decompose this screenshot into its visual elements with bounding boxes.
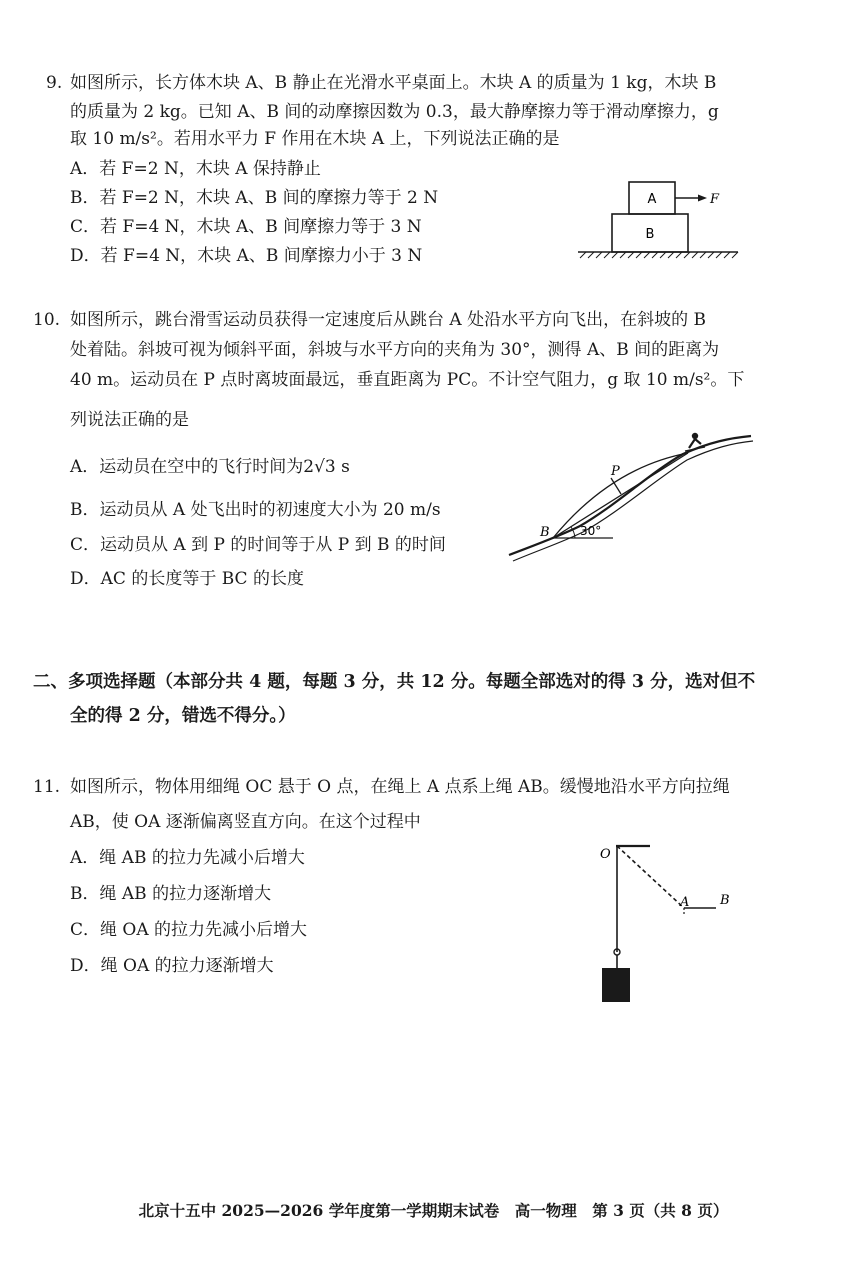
question-10-option-b: B．运动员从 A 处飞出时的初速度大小为 20 m/s [70,500,441,520]
question-10-figure [505,428,755,568]
point-a-label: A [680,895,690,910]
question-10-stem-line-2: 处着陆。斜坡可视为倾斜平面，斜坡与水平方向的夹角为 30°，测得 A、B 间的距离为 [70,340,720,360]
question-11-option-a: A．绳 AB 的拉力先减小后增大 [70,848,305,868]
question-10-stem-line-1: 如图所示，跳台滑雪运动员获得一定速度后从跳台 A 处沿水平方向飞出，在斜坡的 B [70,310,706,330]
question-10-stem-line-3: 40 m。运动员在 P 点时离坡面最远，垂直距离为 PC。不计空气阻力，g 取 10 m/s²。下 [70,370,745,390]
slope-surface [513,441,753,561]
question-11-figure [596,840,736,1010]
question-9-option-b: B．若 F=2 N，木块 A、B 间的摩擦力等于 2 N [70,188,439,208]
page-footer: 北京十五中 2025—2026 学年度第一学期期末试卷 高一物理 第 3 页（共 8 页） [138,1201,729,1220]
question-9-option-c: C．若 F=4 N，木块 A、B 间摩擦力等于 3 N [70,217,422,237]
section-2-title-line-1: 二、多项选择题（本部分共 4 题，每题 3 分，共 12 分。每题全部选对的得 3 分，选对但不 [33,672,756,692]
hanging-object [602,968,630,1002]
point-b-label: B [720,893,730,908]
force-label: F [710,192,720,207]
point-p-label: P [611,464,620,479]
question-10-number: 10. [33,310,61,330]
question-11-stem-line-1: 如图所示，物体用细绳 OC 悬于 O 点，在绳上 A 点系上绳 AB。缓慢地沿水平方向拉绳 [70,777,730,797]
angle-label: 30° [580,524,602,538]
question-11-option-c: C．绳 OA 的拉力先减小后增大 [70,920,308,940]
question-10-option-a: A．运动员在空中的飞行时间为2√3 s [70,457,350,477]
question-11-number: 11. [33,777,61,797]
perpendicular-pc [611,478,621,494]
block-a-label: A [647,192,657,207]
rope-oa-dashed [617,846,684,908]
section-2-title-line-2: 全的得 2 分，错选不得分。） [70,706,296,726]
question-9-stem-line-2: 的质量为 2 kg。已知 A、B 间的动摩擦因数为 0.3，最大静摩擦力等于滑动摩擦力，g [70,102,719,122]
force-arrow-icon [698,195,707,202]
block-b-label: B [645,227,655,242]
question-10-option-c: C．运动员从 A 到 P 的时间等于从 P 到 B 的时间 [70,535,446,555]
point-b-label: B [540,525,550,540]
question-9-stem-line-3: 取 10 m/s²。若用水平力 F 作用在木块 A 上，下列说法正确的是 [70,129,560,149]
question-9-option-a: A．若 F=2 N，木块 A 保持静止 [70,159,321,179]
question-9-figure [574,176,744,266]
question-11-stem-line-2: AB，使 OA 逐渐偏离竖直方向。在这个过程中 [70,812,421,832]
point-o-label: O [600,847,611,862]
question-11-option-b: B．绳 AB 的拉力逐渐增大 [70,884,272,904]
question-9-number: 9. [46,73,63,93]
question-10-option-d: D．AC 的长度等于 BC 的长度 [70,569,304,589]
question-9-option-d: D．若 F=4 N，木块 A、B 间摩擦力小于 3 N [70,246,423,266]
segment-ab [553,453,688,538]
question-10-stem-line-4: 列说法正确的是 [70,410,189,430]
question-9-stem-line-1: 如图所示，长方体木块 A、B 静止在光滑水平桌面上。木块 A 的质量为 1 kg，木块 B [70,73,717,93]
question-11-option-d: D．绳 OA 的拉力逐渐增大 [70,956,274,976]
